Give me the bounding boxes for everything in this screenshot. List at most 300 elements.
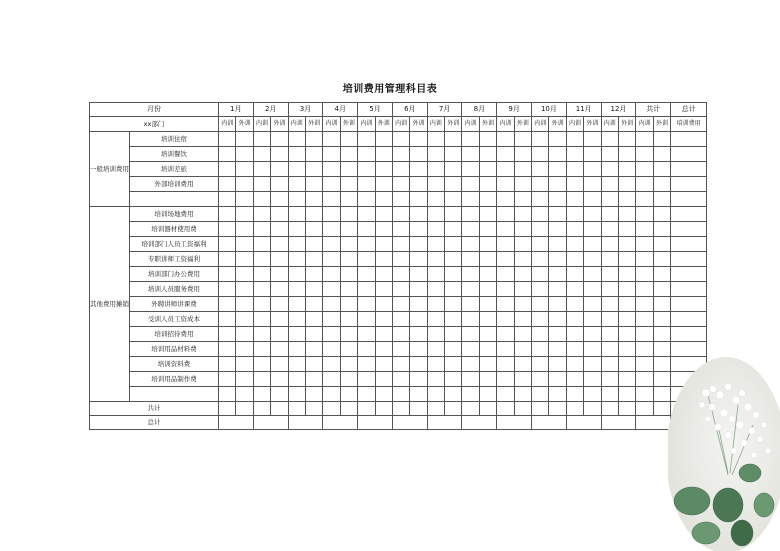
value-cell — [532, 222, 549, 237]
value-cell — [566, 416, 601, 430]
value-cell — [584, 207, 601, 222]
table-row — [90, 192, 707, 207]
value-cell — [584, 162, 601, 177]
value-cell — [514, 192, 531, 207]
value-cell — [236, 177, 253, 192]
value-cell — [532, 192, 549, 207]
value-cell — [445, 192, 462, 207]
value-cell — [653, 192, 670, 207]
value-cell — [340, 387, 357, 402]
value-cell — [532, 297, 549, 312]
value-cell — [636, 237, 653, 252]
value-cell — [358, 282, 375, 297]
value-cell — [479, 312, 496, 327]
month-header: 6月 — [392, 103, 427, 117]
value-cell — [340, 162, 357, 177]
external-training-label: 外训 — [340, 117, 357, 132]
value-cell — [427, 297, 444, 312]
value-cell — [236, 387, 253, 402]
table-row — [90, 237, 707, 252]
value-cell — [219, 192, 236, 207]
value-cell — [636, 402, 653, 416]
value-cell — [532, 267, 549, 282]
value-cell — [305, 327, 322, 342]
value-cell — [305, 162, 322, 177]
value-cell — [618, 222, 635, 237]
value-cell — [358, 177, 375, 192]
value-cell — [375, 147, 392, 162]
value-cell — [514, 222, 531, 237]
page-title: 培训费用管理科目表 — [342, 84, 438, 95]
value-cell — [497, 222, 514, 237]
value-cell — [253, 147, 270, 162]
value-cell — [549, 267, 566, 282]
value-cell — [323, 297, 340, 312]
value-cell — [427, 416, 462, 430]
value-cell — [427, 252, 444, 267]
value-cell — [532, 252, 549, 267]
external-training-label: 外训 — [445, 117, 462, 132]
value-cell — [340, 252, 357, 267]
value-cell — [532, 282, 549, 297]
value-cell — [601, 147, 618, 162]
value-cell — [271, 282, 288, 297]
table-row — [90, 357, 707, 372]
value-cell — [618, 267, 635, 282]
value-cell — [566, 237, 583, 252]
value-cell — [636, 267, 653, 282]
value-cell — [410, 237, 427, 252]
value-cell — [618, 147, 635, 162]
value-cell — [375, 267, 392, 282]
value-cell — [340, 327, 357, 342]
value-cell — [549, 282, 566, 297]
value-cell — [671, 237, 707, 252]
value-cell — [514, 147, 531, 162]
value-cell — [219, 402, 236, 416]
value-cell — [462, 357, 479, 372]
month-header: 4月 — [323, 103, 358, 117]
value-cell — [445, 162, 462, 177]
value-cell — [497, 192, 514, 207]
value-cell — [549, 207, 566, 222]
subheader-row — [90, 117, 707, 132]
value-cell — [219, 342, 236, 357]
value-cell — [514, 402, 531, 416]
value-cell — [636, 207, 653, 222]
external-training-label: 外训 — [584, 117, 601, 132]
value-cell — [601, 327, 618, 342]
value-cell — [566, 177, 583, 192]
internal-training-label: 内训 — [636, 117, 653, 132]
value-cell — [375, 222, 392, 237]
external-training-label: 外训 — [514, 117, 531, 132]
value-cell — [323, 342, 340, 357]
value-cell — [305, 387, 322, 402]
value-cell — [618, 327, 635, 342]
value-cell — [219, 207, 236, 222]
value-cell — [288, 402, 305, 416]
table-row — [90, 252, 707, 267]
value-cell — [653, 132, 670, 147]
value-cell — [358, 252, 375, 267]
value-cell — [427, 327, 444, 342]
value-cell — [549, 177, 566, 192]
value-cell — [601, 162, 618, 177]
value-cell — [653, 162, 670, 177]
value-cell — [497, 252, 514, 267]
value-cell — [479, 387, 496, 402]
value-cell — [618, 252, 635, 267]
value-cell — [253, 207, 270, 222]
value-cell — [288, 312, 305, 327]
table-row — [90, 312, 707, 327]
value-cell — [392, 207, 409, 222]
value-cell — [636, 387, 653, 402]
value-cell — [305, 147, 322, 162]
expense-item-label: 培训资料费 — [130, 357, 219, 372]
value-cell — [427, 357, 444, 372]
expense-item-label: 外部培训费用 — [130, 177, 219, 192]
value-cell — [566, 282, 583, 297]
value-cell — [305, 252, 322, 267]
value-cell — [392, 327, 409, 342]
value-cell — [462, 282, 479, 297]
value-cell — [427, 162, 444, 177]
value-cell — [584, 267, 601, 282]
table-row — [90, 342, 707, 357]
value-cell — [618, 282, 635, 297]
value-cell — [410, 177, 427, 192]
value-cell — [532, 402, 549, 416]
external-training-label: 外训 — [271, 117, 288, 132]
value-cell — [497, 132, 514, 147]
value-cell — [566, 267, 583, 282]
value-cell — [636, 192, 653, 207]
value-cell — [445, 207, 462, 222]
month-header: 10月 — [532, 103, 567, 117]
value-cell — [427, 312, 444, 327]
value-cell — [601, 342, 618, 357]
value-cell — [584, 327, 601, 342]
value-cell — [219, 372, 236, 387]
value-cell — [288, 192, 305, 207]
value-cell — [427, 177, 444, 192]
value-cell — [671, 282, 707, 297]
value-cell — [601, 222, 618, 237]
value-cell — [514, 177, 531, 192]
value-cell — [410, 192, 427, 207]
value-cell — [219, 327, 236, 342]
expense-item-label: 培训部门人员工资福利 — [130, 237, 219, 252]
value-cell — [653, 147, 670, 162]
value-cell — [271, 327, 288, 342]
value-cell — [479, 132, 496, 147]
value-cell — [427, 147, 444, 162]
value-cell — [601, 192, 618, 207]
value-cell — [375, 372, 392, 387]
value-cell — [601, 282, 618, 297]
value-cell — [514, 342, 531, 357]
value-cell — [375, 402, 392, 416]
value-cell — [288, 132, 305, 147]
value-cell — [392, 147, 409, 162]
value-cell — [462, 252, 479, 267]
value-cell — [479, 342, 496, 357]
value-cell — [671, 132, 707, 147]
value-cell — [288, 162, 305, 177]
value-cell — [288, 222, 305, 237]
value-cell — [479, 267, 496, 282]
value-cell — [445, 132, 462, 147]
value-cell — [288, 267, 305, 282]
value-cell — [566, 312, 583, 327]
value-cell — [288, 282, 305, 297]
internal-training-label: 内训 — [601, 117, 618, 132]
value-cell — [618, 237, 635, 252]
category-label: 一般培训费用 — [90, 132, 130, 207]
value-cell — [462, 327, 479, 342]
value-cell — [271, 192, 288, 207]
value-cell — [410, 267, 427, 282]
subtotal-header: 共计 — [636, 103, 671, 117]
table-row — [90, 282, 707, 297]
value-cell — [358, 297, 375, 312]
value-cell — [601, 416, 636, 430]
value-cell — [375, 132, 392, 147]
value-cell — [497, 297, 514, 312]
value-cell — [618, 357, 635, 372]
value-cell — [479, 162, 496, 177]
value-cell — [479, 282, 496, 297]
value-cell — [392, 416, 427, 430]
value-cell — [497, 372, 514, 387]
value-cell — [340, 222, 357, 237]
internal-training-label: 内训 — [497, 117, 514, 132]
value-cell — [479, 297, 496, 312]
external-training-label: 外训 — [410, 117, 427, 132]
external-training-label: 外训 — [305, 117, 322, 132]
value-cell — [236, 162, 253, 177]
value-cell — [410, 147, 427, 162]
value-cell — [427, 402, 444, 416]
value-cell — [305, 177, 322, 192]
value-cell — [253, 357, 270, 372]
value-cell — [427, 342, 444, 357]
value-cell — [392, 282, 409, 297]
value-cell — [427, 132, 444, 147]
value-cell — [601, 252, 618, 267]
value-cell — [514, 387, 531, 402]
value-cell — [601, 267, 618, 282]
month-header: 2月 — [253, 103, 288, 117]
value-cell — [427, 267, 444, 282]
value-cell — [618, 387, 635, 402]
value-cell — [288, 416, 323, 430]
expense-item-label: 培训部门办公费用 — [130, 267, 219, 282]
value-cell — [392, 162, 409, 177]
value-cell — [549, 132, 566, 147]
value-cell — [271, 177, 288, 192]
value-cell — [636, 147, 653, 162]
value-cell — [236, 342, 253, 357]
value-cell — [445, 237, 462, 252]
value-cell — [618, 162, 635, 177]
value-cell — [358, 147, 375, 162]
value-cell — [445, 342, 462, 357]
value-cell — [271, 252, 288, 267]
value-cell — [323, 312, 340, 327]
value-cell — [427, 222, 444, 237]
expense-item-label: 受训人员工资成本 — [130, 312, 219, 327]
month-header: 3月 — [288, 103, 323, 117]
value-cell — [462, 297, 479, 312]
value-cell — [236, 207, 253, 222]
external-training-label: 外训 — [479, 117, 496, 132]
value-cell — [549, 192, 566, 207]
value-cell — [601, 132, 618, 147]
value-cell — [462, 132, 479, 147]
value-cell — [236, 402, 253, 416]
value-cell — [445, 282, 462, 297]
value-cell — [375, 162, 392, 177]
external-training-label: 外训 — [236, 117, 253, 132]
category-label: 其他费用摊销 — [90, 207, 130, 402]
value-cell — [497, 327, 514, 342]
value-cell — [618, 132, 635, 147]
value-cell — [445, 297, 462, 312]
value-cell — [253, 327, 270, 342]
value-cell — [497, 342, 514, 357]
value-cell — [340, 177, 357, 192]
value-cell — [288, 177, 305, 192]
value-cell — [514, 357, 531, 372]
internal-training-label: 内训 — [253, 117, 270, 132]
value-cell — [271, 402, 288, 416]
value-cell — [584, 192, 601, 207]
value-cell — [375, 192, 392, 207]
value-cell — [549, 372, 566, 387]
expense-item-label — [130, 387, 219, 402]
value-cell — [427, 372, 444, 387]
footer-label: 总计 — [90, 416, 219, 430]
value-cell — [584, 177, 601, 192]
value-cell — [653, 267, 670, 282]
value-cell — [514, 327, 531, 342]
value-cell — [253, 387, 270, 402]
value-cell — [497, 357, 514, 372]
value-cell — [323, 372, 340, 387]
value-cell — [340, 147, 357, 162]
value-cell — [219, 297, 236, 312]
value-cell — [618, 177, 635, 192]
value-cell — [323, 252, 340, 267]
expense-item-label: 培训餐饮 — [130, 147, 219, 162]
value-cell — [445, 312, 462, 327]
value-cell — [392, 267, 409, 282]
value-cell — [497, 177, 514, 192]
value-cell — [271, 297, 288, 312]
value-cell — [358, 207, 375, 222]
value-cell — [358, 237, 375, 252]
value-cell — [358, 162, 375, 177]
month-header: 1月 — [219, 103, 254, 117]
value-cell — [392, 237, 409, 252]
value-cell — [392, 402, 409, 416]
value-cell — [514, 312, 531, 327]
value-cell — [566, 162, 583, 177]
value-cell — [636, 177, 653, 192]
internal-training-label: 内训 — [532, 117, 549, 132]
value-cell — [532, 147, 549, 162]
expense-item-label: 培训住宿 — [130, 132, 219, 147]
value-cell — [236, 357, 253, 372]
value-cell — [236, 327, 253, 342]
value-cell — [323, 357, 340, 372]
value-cell — [358, 357, 375, 372]
expense-item-label: 专职讲师工资福利 — [130, 252, 219, 267]
value-cell — [671, 162, 707, 177]
value-cell — [305, 372, 322, 387]
value-cell — [288, 207, 305, 222]
value-cell — [410, 312, 427, 327]
expense-table — [89, 102, 707, 430]
footer-label: 共计 — [90, 402, 219, 416]
value-cell — [514, 162, 531, 177]
table-row — [90, 177, 707, 192]
value-cell — [497, 312, 514, 327]
value-cell — [479, 252, 496, 267]
value-cell — [532, 372, 549, 387]
value-cell — [671, 222, 707, 237]
value-cell — [445, 357, 462, 372]
grand-total-row — [90, 416, 707, 430]
expense-item-label: 培训招待费用 — [130, 327, 219, 342]
value-cell — [305, 132, 322, 147]
value-cell — [584, 237, 601, 252]
internal-training-label: 内训 — [392, 117, 409, 132]
value-cell — [340, 267, 357, 282]
value-cell — [219, 282, 236, 297]
value-cell — [253, 192, 270, 207]
value-cell — [427, 237, 444, 252]
table-row — [90, 372, 707, 387]
value-cell — [532, 357, 549, 372]
month-header: 11月 — [566, 103, 601, 117]
value-cell — [618, 372, 635, 387]
value-cell — [253, 177, 270, 192]
value-cell — [566, 372, 583, 387]
internal-training-label: 内训 — [358, 117, 375, 132]
value-cell — [236, 252, 253, 267]
value-cell — [375, 207, 392, 222]
value-cell — [392, 357, 409, 372]
value-cell — [653, 252, 670, 267]
table-row — [90, 297, 707, 312]
value-cell — [219, 132, 236, 147]
value-cell — [445, 222, 462, 237]
value-cell — [323, 237, 340, 252]
value-cell — [392, 297, 409, 312]
value-cell — [636, 372, 653, 387]
table-row — [90, 222, 707, 237]
value-cell — [358, 132, 375, 147]
value-cell — [323, 162, 340, 177]
value-cell — [219, 162, 236, 177]
value-cell — [410, 402, 427, 416]
value-cell — [462, 177, 479, 192]
external-training-label: 外训 — [549, 117, 566, 132]
